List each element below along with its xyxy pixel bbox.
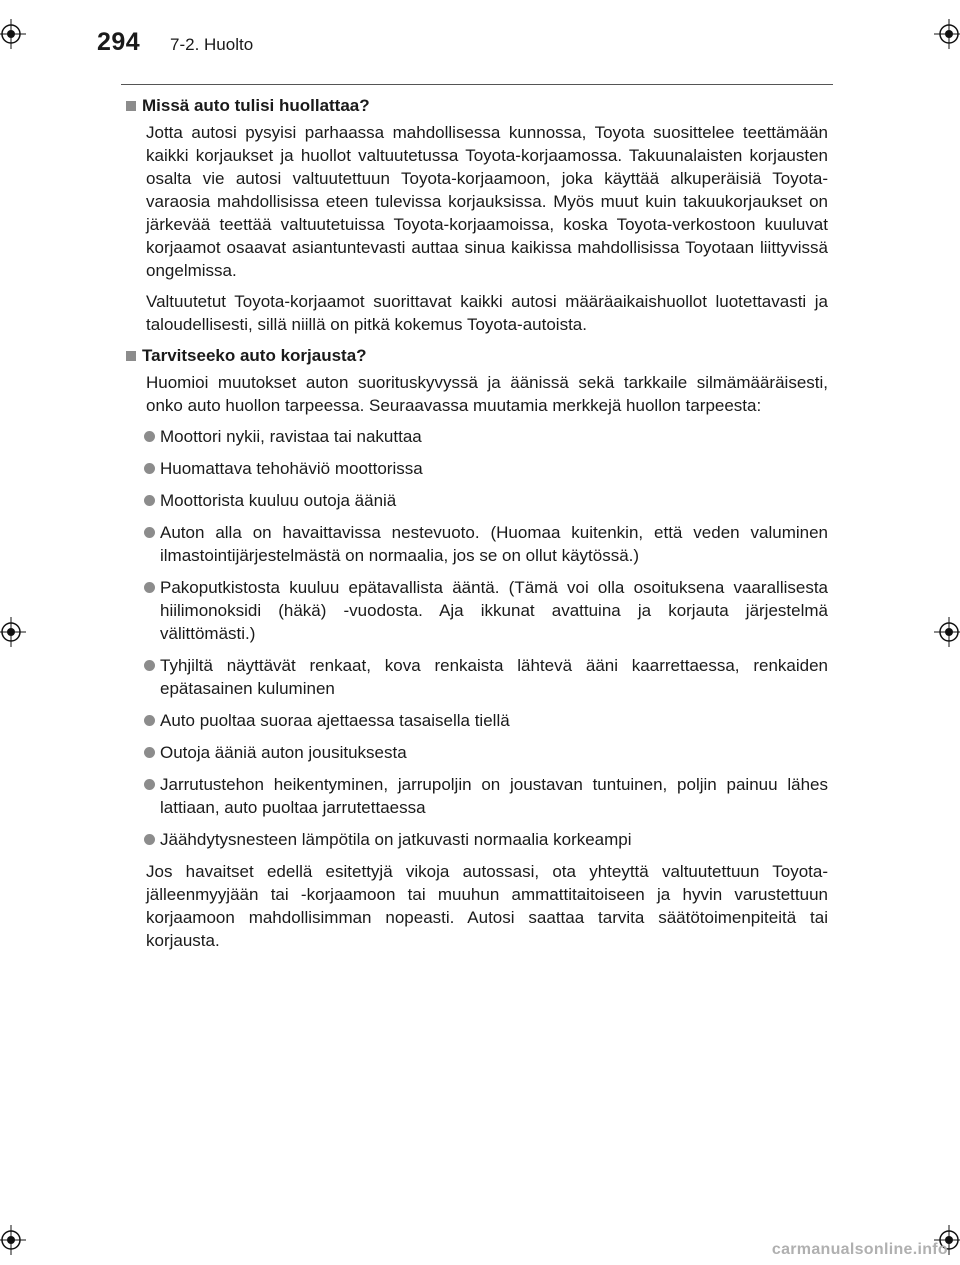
registration-mark-icon <box>934 617 960 647</box>
square-bullet-icon <box>126 351 136 361</box>
list-item-text: Auto puoltaa suoraa ajettaessa tasaisella tiellä <box>160 711 510 730</box>
paragraph: Jos havaitset edellä esitettyjä vikoja autossasi, ota yhteyttä valtuutettuun Toyota-jälleenmyyjään tai -korjaamoon tai muuhun ammattitaitoiseen ja hyvin varustettuun korjaamoon mahdollisimman nopeasti. Autosi saattaa tarvita säätötoimenpiteitä tai korjausta. <box>146 862 828 950</box>
page-content <box>126 94 828 960</box>
list-item-text: Jarrutustehon heikentyminen, jarrupoljin on joustavan tuntuinen, poljin painuu lähes lattiaan, auto puoltaa jarrutettaessa <box>160 775 828 817</box>
page-number: 294 <box>97 28 141 56</box>
registration-mark-icon <box>0 1225 26 1255</box>
list-item <box>144 741 828 764</box>
registration-mark-icon <box>0 617 26 647</box>
list-item-text: Jäähdytysnesteen lämpötila on jatkuvasti normaalia korkeampi <box>160 830 632 849</box>
list-item <box>144 457 828 480</box>
list-item-text: Moottorista kuuluu outoja ääniä <box>160 491 397 510</box>
square-bullet-icon <box>126 101 136 111</box>
section-heading-text: Tarvitseeko auto korjausta? <box>142 346 367 365</box>
circle-bullet-icon <box>144 527 155 538</box>
list-item <box>144 773 828 819</box>
list-item-text: Pakoputkistosta kuuluu epätavallista ääntä. (Tämä voi olla osoituksena vaarallisesta hiilimonoksidi (häkä) -vuodosta. Aja ikkunat avattuina ja korjauta järjestelmä välittömästi.) <box>160 578 828 643</box>
circle-bullet-icon <box>144 431 155 442</box>
list-item-text: Outoja ääniä auton jousituksesta <box>160 743 407 762</box>
list-item <box>144 654 828 700</box>
header-divider <box>121 84 833 85</box>
list-item <box>144 489 828 512</box>
list-item <box>144 828 828 851</box>
section-heading <box>126 94 828 117</box>
footer-watermark: carmanualsonline.info <box>771 1241 948 1258</box>
circle-bullet-icon <box>144 463 155 474</box>
list-item-text: Tyhjiltä näyttävät renkaat, kova renkaista lähtevä ääni kaarrettaessa, renkaiden epätasainen kuluminen <box>160 656 828 698</box>
registration-mark-icon <box>934 19 960 49</box>
paragraph: Valtuutetut Toyota-korjaamot suorittavat kaikki autosi määräaikaishuollot luotettavasti ja taloudellisesti, sillä niillä on pitkä kokemus Toyota-autoista. <box>146 292 828 334</box>
registration-mark-icon <box>0 19 26 49</box>
paragraph: Huomioi muutokset auton suorituskyvyssä ja äänissä sekä tarkkaile silmämääräisesti, onko auto huollon tarpeessa. Seuraavassa muutamia merkkejä huollon tarpeesta: <box>146 373 828 415</box>
list-item-text: Moottori nykii, ravistaa tai nakuttaa <box>160 427 422 446</box>
circle-bullet-icon <box>144 582 155 593</box>
list-item <box>144 576 828 645</box>
circle-bullet-icon <box>144 834 155 845</box>
circle-bullet-icon <box>144 779 155 790</box>
circle-bullet-icon <box>144 495 155 506</box>
section-heading-text: Missä auto tulisi huollattaa? <box>142 96 370 115</box>
circle-bullet-icon <box>144 660 155 671</box>
list-item <box>144 521 828 567</box>
circle-bullet-icon <box>144 715 155 726</box>
paragraph: Jotta autosi pysyisi parhaassa mahdollisessa kunnossa, Toyota suosittelee teettämään kaikki korjaukset ja huollot valtuutetussa Toyota-korjaamossa. Takuunalaisten korjausten osalta vie autosi valtuutettuun Toyota-korjaamoon, joka käyttää alkuperäisiä Toyota-varaosia mahdollisissa eteen tulevissa korjauksissa. Myös muut kuin takuukorjaukset on järkevää teettää valtuutetuissa Toyota-korjaamoissa, koska Toyota-verkostoon kuuluvat korjaamot osaavat asiantuntevasti auttaa sinua kaikissa mahdollisissa Toyotaan liittyvissä ongelmissa. <box>146 123 828 280</box>
circle-bullet-icon <box>144 747 155 758</box>
list-item <box>144 709 828 732</box>
section-title: 7-2. Huolto <box>170 35 254 54</box>
list-item-text: Huomattava tehohäviö moottorissa <box>160 459 423 478</box>
section-heading <box>126 344 828 367</box>
list-item-text: Auton alla on havaittavissa nestevuoto. (Huomaa kuitenkin, että veden valuminen ilmastointijärjestelmästä on normaalia, jos se on ollut käytössä.) <box>160 523 828 565</box>
list-item <box>144 425 828 448</box>
